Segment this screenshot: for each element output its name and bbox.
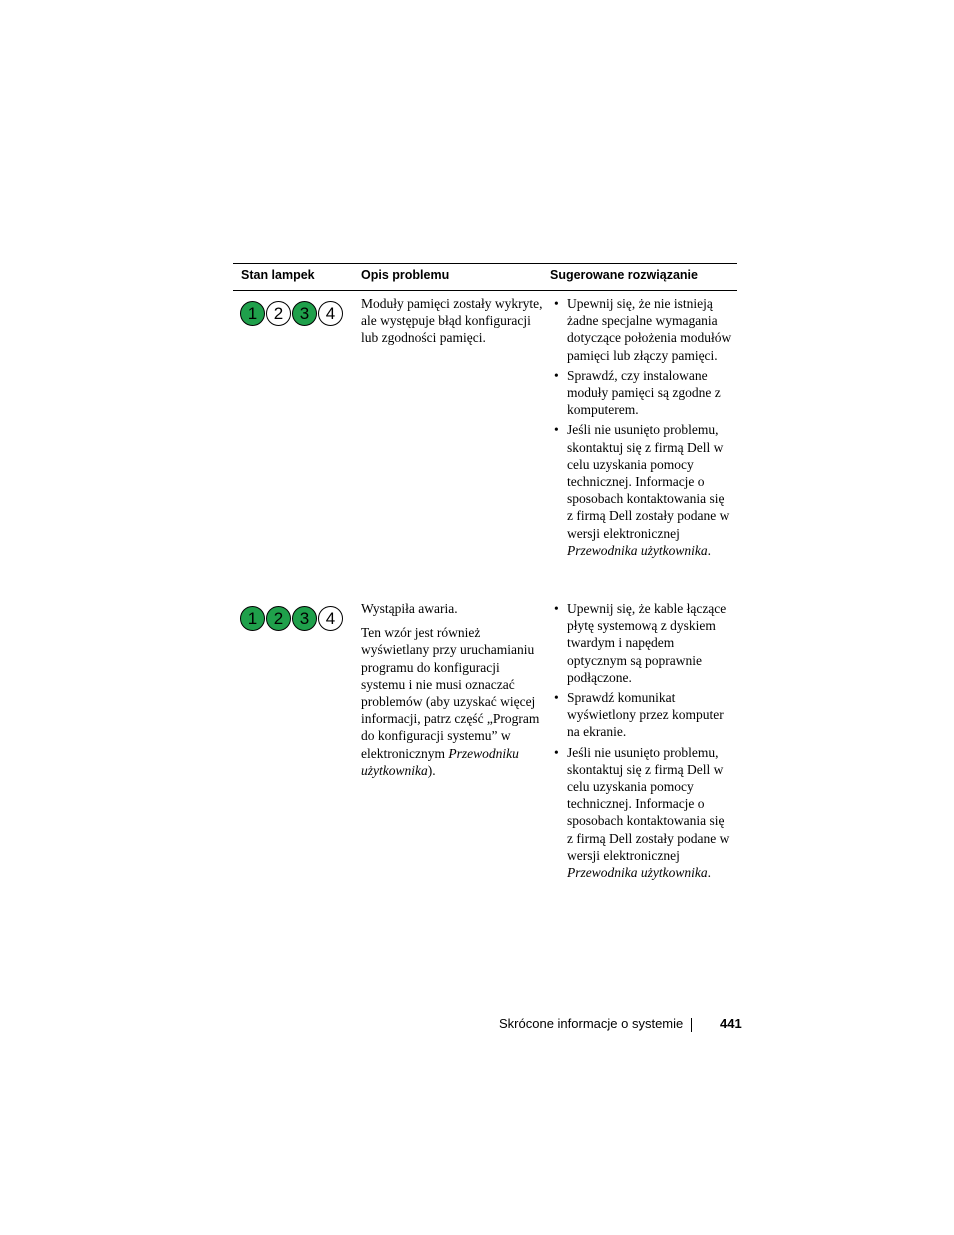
light-1-icon: 1 bbox=[240, 301, 265, 326]
guide-title: Przewodnika użytkownika bbox=[567, 542, 708, 558]
solution-list bbox=[554, 295, 732, 562]
contact-text: Jeśli nie usunięto problemu, skontaktuj się z firmą Dell w celu uzyskania pomocy technicznej. Informacje o sposobach kontaktowania się z firmą Dell zostały podane w wersji elektronicznej bbox=[567, 422, 730, 541]
problem-description bbox=[361, 295, 546, 354]
light-pattern bbox=[240, 606, 343, 631]
solution-list bbox=[554, 600, 732, 884]
light-4-icon: 4 bbox=[318, 606, 343, 631]
light-3-icon: 3 bbox=[292, 606, 317, 631]
header-suggested-solution: Sugerowane rozwiązanie bbox=[550, 268, 698, 282]
light-2-icon: 2 bbox=[266, 606, 291, 631]
page-number: 441 bbox=[720, 1016, 742, 1031]
footer-section-title: Skrócone informacje o systemie bbox=[499, 1016, 684, 1031]
table-header bbox=[233, 263, 737, 291]
description-extra bbox=[361, 624, 546, 779]
light-1-icon: 1 bbox=[240, 606, 265, 631]
header-light-status: Stan lampek bbox=[241, 268, 315, 282]
guide-title: Przewodniku użytkownika bbox=[361, 745, 519, 778]
problem-description bbox=[361, 600, 546, 786]
contact-text: Jeśli nie usunięto problemu, skontaktuj się z firmą Dell w celu uzyskania pomocy technicznej. Informacje o sposobach kontaktowania się z firmą Dell zostały podane w wersji elektronicznej bbox=[567, 744, 730, 863]
description-text: Moduły pamięci zostały wykryte, ale występuje błąd konfiguracji lub zgodności pamięci. bbox=[361, 296, 543, 346]
light-4-icon: 4 bbox=[318, 301, 343, 326]
light-3-icon: 3 bbox=[292, 301, 317, 326]
diagnostic-lights-table bbox=[233, 263, 737, 906]
description-text: Wystąpiła awaria. bbox=[361, 601, 458, 616]
contact-suffix: . bbox=[707, 865, 711, 881]
table-row bbox=[233, 291, 737, 596]
header-problem-description: Opis problemu bbox=[361, 268, 450, 282]
solution-item: • Sprawdź komunikat wyświetlony przez komputer na ekranie. bbox=[554, 689, 732, 741]
light-pattern bbox=[240, 301, 343, 326]
table-row bbox=[233, 596, 737, 906]
footer-divider bbox=[691, 1018, 692, 1032]
solution-item: • Upewnij się, że kable łączące płytę systemową z dyskiem twardym i napędem optycznym są poprawnie podłączone. bbox=[554, 600, 732, 686]
solution-item-contact bbox=[554, 744, 732, 882]
description-extra-text: Ten wzór jest również wyświetlany przy uruchamianiu programu do konfiguracji systemu i nie musi oznaczać problemów (aby uzyskać więcej informacji, patrz część „Program do konfiguracji systemu” w elektronicznym bbox=[361, 625, 540, 761]
light-2-icon: 2 bbox=[266, 301, 291, 326]
solution-item: • Sprawdź, czy instalowane moduły pamięci są zgodne z komputerem. bbox=[554, 367, 732, 419]
guide-title: Przewodnika użytkownika bbox=[567, 865, 708, 881]
solution-item: • Upewnij się, że nie istnieją żadne specjalne wymagania dotyczące położenia modułów pamięci lub złączy pamięci. bbox=[554, 295, 732, 364]
solution-item-contact bbox=[554, 421, 732, 559]
contact-suffix: . bbox=[707, 542, 711, 558]
description-extra-suffix: ). bbox=[427, 762, 436, 778]
